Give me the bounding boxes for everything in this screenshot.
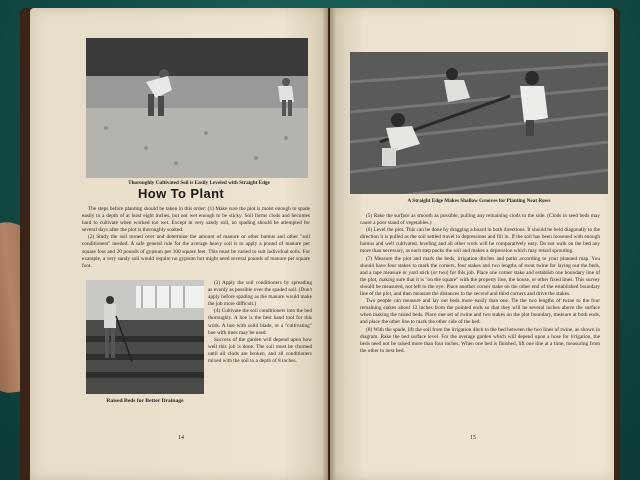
paragraph: Two people can measure and lay out beds more easily than one. Tie the two lengths of twine to the four remaining stakes about 12 inches from the pointed ends so that they will be several inches above the surface when making the raised beds. Place one set of twine and two stakes on the plot boundary, measure at both ends, and place the other line to mark the other side of the bed. bbox=[360, 298, 600, 326]
paragraph: (4) Cultivate the soil conditioners into the bed thoroughly. A hoe is the best hand tool for this work. A hoe with solid blade, or a "cultivating" hoe with tines may be used. bbox=[208, 308, 312, 336]
left-page bbox=[30, 8, 328, 480]
raised-beds-photo bbox=[86, 280, 204, 394]
right-photo-caption: A Straight Edge Makes Shallow Grooves for Planting Neat Rows bbox=[407, 198, 551, 204]
left-intro-text bbox=[82, 206, 310, 278]
paragraph: (6) Level the plot. This can be done by dragging a board in both directions. It should be held diagonally to the direction it is pulled as the soil settled travel to depressions and fill in. If the soil has been loosened with enough humus and well cultivated, leveling and all other work will be comparatively easy. Do not walk on the bed any more than necessary, as each step packs the soil and makes a depression which may retard sprouting. bbox=[360, 227, 600, 255]
leveling-soil-photo bbox=[86, 38, 308, 178]
book-gutter bbox=[322, 8, 336, 480]
paragraph: The steps before planting should be taken in this order: (1) Make sure the plot is moist enough to spade easily to a depth of at least eight inches, but not wet enough to be sticky. Soil forms clods and becomes hard to cultivate when worked too wet. Except in very sandy soil, no spading should be attempted for several days after the plot is thoroughly soaked. bbox=[82, 206, 310, 234]
page-number-left: 14 bbox=[178, 435, 184, 441]
top-photo-caption: Thoroughly Cultivated Soil is Easily Leveled with Straight Edge bbox=[128, 180, 270, 186]
bottom-photo-caption: Raised Beds for Better Drainage bbox=[106, 398, 184, 404]
right-column-text bbox=[360, 213, 600, 428]
paragraph: (8) With the spade, lift the soil from the irrigation ditch to the bed between the two lines of twine, as shown in diagram. Rake the bed surface level. For the average garden which will depend upon a hose for irrigation, the beds need not be raised more than four inches. When one bed is finished, lift one line at a time, measuring from the other to next bed. bbox=[360, 326, 600, 354]
page-number-right: 15 bbox=[470, 435, 476, 441]
paragraph: (2) Study the soil turned over and determine the amount of manure or other humus and other "soil conditioners" needed. A safe general rule for the average heavy soil is to apply a pound of manure per square foot and 20 pounds of gypsum per 100 square feet. This must be varied to suit individual soils. For example, a very sandy soil would require no gypsum but might need several pounds of manure per square foot. bbox=[82, 234, 310, 269]
paragraph: (7) Measure the plot and mark the beds, irrigation ditches and paths according to your planned map. You should have four stakes to mark the corners, four stakes and two lengths of stout twine for laying out the beds, and a tape measure or yard stick (or two) for this job. Place one corner stake and establish one boundary line of the plot, making sure that it is "on the square" with the property line, the house, or other fixed lines. This survey should be measured, not left to the eye. Place another corner stake on the other end of the established boundary line of the plot, and then measure the distances to the second and third corners and drive the stakes. bbox=[360, 255, 600, 298]
paragraph: (5) Rake the surface as smooth as possible, pulling any remaining clods to the side. (Clods in seed beds may cause a poor stand of vegetables.) bbox=[360, 213, 600, 227]
right-page bbox=[330, 8, 614, 480]
page-heading: How To Plant bbox=[138, 186, 225, 201]
open-book bbox=[20, 8, 620, 480]
paragraph: Success of the garden will depend upon how well this job is done. The soil must be churned until all clods are broken, and all conditioners mixed with the soil to a depth of 8 inches. bbox=[208, 336, 312, 365]
paragraph: (3) Apply the soil conditioners by spreading as evenly as possible over the spaded soil. (Don't apply before spading as the manure would make the job more difficult.) bbox=[208, 280, 312, 308]
straight-edge-photo bbox=[350, 52, 608, 194]
left-column-text bbox=[208, 280, 312, 430]
